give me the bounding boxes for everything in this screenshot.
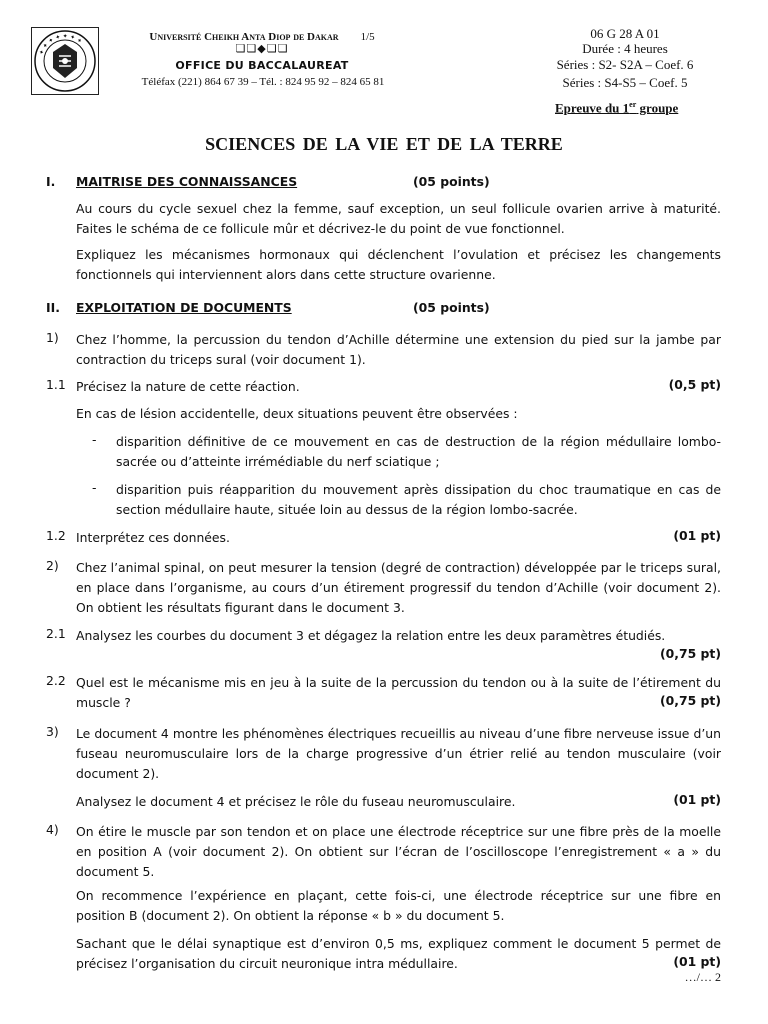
q4b-text: On recommence l’expérience en plaçant, cette fois-ci, une électrode réceptrice sur une fibre en position B (document 2). On obtient la réponse « b » du document 5. bbox=[76, 888, 721, 923]
university-name: Université Cheikh Anta Diop de Dakar bbox=[149, 31, 339, 43]
bullet1-dash: - bbox=[92, 432, 97, 447]
section2-heading: EXPLOITATION DE DOCUMENTS bbox=[76, 300, 292, 315]
q4c-text: Sachant que le délai synaptique est d’environ 0,5 ms, expliquez comment le document 5 permet de précisez l’organisation du circuit neuronique intra médullaire. bbox=[76, 936, 721, 971]
q21-text: Analysez les courbes du document 3 et dégagez la relation entre les deux paramètres étudiés. bbox=[76, 628, 666, 643]
q3-text: Le document 4 montre les phénomènes électriques recueillis au niveau d’une fibre nerveuse issue d’un fuseau neuromusculaire lors de la charge progressive d’un étrier relié au tendon musculaire (voir document 2). bbox=[76, 726, 721, 781]
q12-number: 1.2 bbox=[46, 528, 66, 543]
section1-para1: Au cours du cycle sexuel chez la femme, sauf exception, un seul follicule ovarien arrive à maturité. Faites le schéma de ce follicule mûr et décrivez-le du point de vue fonctionnel. bbox=[76, 201, 721, 236]
section1-points: (05 points) bbox=[413, 174, 490, 189]
q1-number: 1) bbox=[46, 330, 59, 345]
q21-points: (0,75 pt) bbox=[659, 646, 721, 661]
q11-points: (0,5 pt) bbox=[668, 377, 721, 392]
section1-heading: MAITRISE DES CONNAISSANCES bbox=[76, 174, 298, 189]
contact-line: Téléfax (221) 864 67 39 – Tél. : 824 95 92 – 824 65 81 bbox=[141, 76, 385, 88]
q21-number: 2.1 bbox=[46, 626, 66, 641]
svg-text:✦ ✦ ✦ ✦ ✦ ✦ ✦: ✦ ✦ ✦ ✦ ✦ ✦ ✦ bbox=[37, 32, 84, 56]
exam-series-1: Séries : S2- S2A – Coef. 6 bbox=[556, 57, 694, 72]
q3b-text: Analysez le document 4 et précisez le rôle du fuseau neuromusculaire. bbox=[76, 794, 516, 809]
epreuve-label bbox=[555, 100, 715, 116]
university-logo bbox=[31, 27, 99, 95]
page-continue: …/… 2 bbox=[684, 970, 721, 984]
section1-number: I. bbox=[46, 174, 56, 189]
epreuve-text: Epreuve du 1 bbox=[555, 100, 630, 116]
bullet2-text: disparition puis réapparition du mouvement après dissipation du choc traumatique en cas de section médullaire haute, située loin au dessus de la région lombo-sacrée. bbox=[116, 482, 721, 517]
q11-intro: En cas de lésion accidentelle, deux situations peuvent être observées : bbox=[76, 406, 518, 421]
q4-number: 4) bbox=[46, 822, 59, 837]
q22-points: (0,75 pt) bbox=[659, 693, 721, 708]
epreuve-text-post: groupe bbox=[636, 100, 679, 116]
q11-number: 1.1 bbox=[46, 377, 66, 392]
q1-text: Chez l’homme, la percussion du tendon d’Achille détermine une extension du pied sur la jambe par contraction du triceps sural (voir document 1). bbox=[76, 332, 721, 367]
page-title: SCIENCES DE LA VIE ET DE LA TERRE bbox=[205, 134, 563, 154]
q4c-points: (01 pt) bbox=[673, 954, 721, 969]
exam-series-2: Séries : S4-S5 – Coef. 5 bbox=[562, 75, 688, 90]
header-ornament: ❏❏◆❏❏ bbox=[235, 43, 289, 55]
bullet1-text: disparition définitive de ce mouvement en cas de destruction de la région médullaire lombo-sacrée ou d’atteinte irrémédiable du nerf sciatique ; bbox=[116, 434, 721, 469]
q3-number: 3) bbox=[46, 724, 59, 739]
section1-para2: Expliquez les mécanismes hormonaux qui déclenchent l’ovulation et précisez les changements fonctionnels qui interviennent alors dans cette structure ovarienne. bbox=[76, 247, 721, 282]
section2-points: (05 points) bbox=[413, 300, 490, 315]
page-fraction: 1/5 bbox=[360, 31, 375, 43]
bullet2-dash: - bbox=[92, 480, 97, 495]
office-name: OFFICE DU BACCALAUREAT bbox=[175, 59, 349, 72]
q12-points: (01 pt) bbox=[673, 528, 721, 543]
q11-text: Précisez la nature de cette réaction. bbox=[76, 379, 300, 394]
q2-text: Chez l’animal spinal, on peut mesurer la tension (degré de contraction) développée par le triceps sural, en place dans l’organisme, au cours d’un étirement progressif du tendon d’Achille (voir document 2). On obtient les résultats figurant dans le document 3. bbox=[76, 560, 721, 615]
section2-number: II. bbox=[46, 300, 60, 315]
q12-text: Interprétez ces données. bbox=[76, 530, 230, 545]
exam-code: 06 G 28 A 01 bbox=[590, 26, 660, 41]
epreuve-sup: er bbox=[629, 100, 637, 109]
exam-duration: Durée : 4 heures bbox=[582, 41, 668, 56]
q3b-points: (01 pt) bbox=[673, 792, 721, 807]
q2-number: 2) bbox=[46, 558, 59, 573]
q22-text: Quel est le mécanisme mis en jeu à la suite de la percussion du tendon ou à la suite de l’étirement du muscle ? bbox=[76, 675, 721, 710]
q22-number: 2.2 bbox=[46, 673, 66, 688]
q4-text: On étire le muscle par son tendon et on place une électrode réceptrice sur une fibre près de la moelle en position A (voir document 2). On obtient sur l’écran de l’oscilloscope l’enregistrement « a » du document 5. bbox=[76, 824, 721, 879]
